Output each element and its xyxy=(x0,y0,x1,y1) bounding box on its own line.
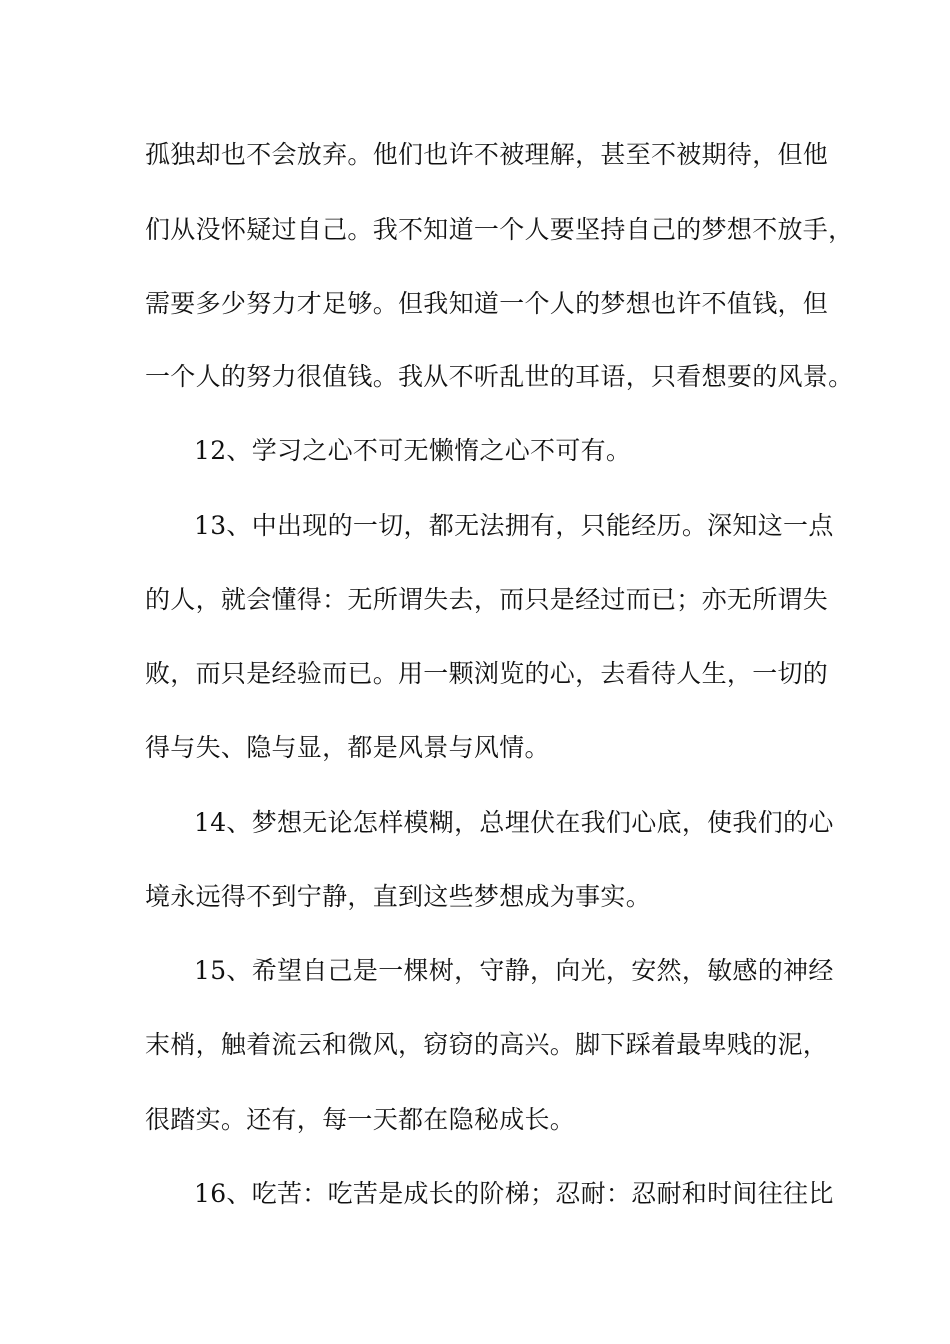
paragraph-14-line-1: 14、梦想无论怎样模糊，总埋伏在我们心底，使我们的心 xyxy=(194,808,834,837)
text-line-3: 需要多少努力才足够。但我知道一个人的梦想也许不值钱，但 xyxy=(145,289,829,318)
paragraph-13-line-2: 的人，就会懂得：无所谓失去，而只是经过而已；亦无所谓失 xyxy=(145,585,829,614)
paragraph-13-line-1: 13、中出现的一切，都无法拥有，只能经历。深知这一点 xyxy=(194,511,834,540)
paragraph-12: 12、学习之心不可无懒惰之心不可有。 xyxy=(194,436,632,465)
paragraph-13-line-4: 得与失、隐与显，都是风景与风情。 xyxy=(145,733,550,762)
paragraph-14-line-2: 境永远得不到宁静，直到这些梦想成为事实。 xyxy=(145,882,652,911)
text-line-2: 们从没怀疑过自己。我不知道一个人要坚持自己的梦想不放手， xyxy=(145,215,854,244)
paragraph-13-line-3: 败，而只是经验而已。用一颗浏览的心，去看待人生，一切的 xyxy=(145,659,829,688)
paragraph-15-line-1: 15、希望自己是一棵树，守静，向光，安然，敏感的神经 xyxy=(194,956,834,985)
paragraph-15-line-3: 很踏实。还有，每一天都在隐秘成长。 xyxy=(145,1105,576,1134)
text-line-4: 一个人的努力很值钱。我从不听乱世的耳语，只看想要的风景。 xyxy=(145,362,854,391)
paragraph-16-line-1: 16、吃苦：吃苦是成长的阶梯；忍耐：忍耐和时间往往比 xyxy=(194,1179,834,1208)
paragraph-15-line-2: 末梢，触着流云和微风，窃窃的高兴。脚下踩着最卑贱的泥， xyxy=(145,1030,829,1059)
text-line-1: 孤独却也不会放弃。他们也许不被理解，甚至不被期待，但他 xyxy=(145,140,829,169)
